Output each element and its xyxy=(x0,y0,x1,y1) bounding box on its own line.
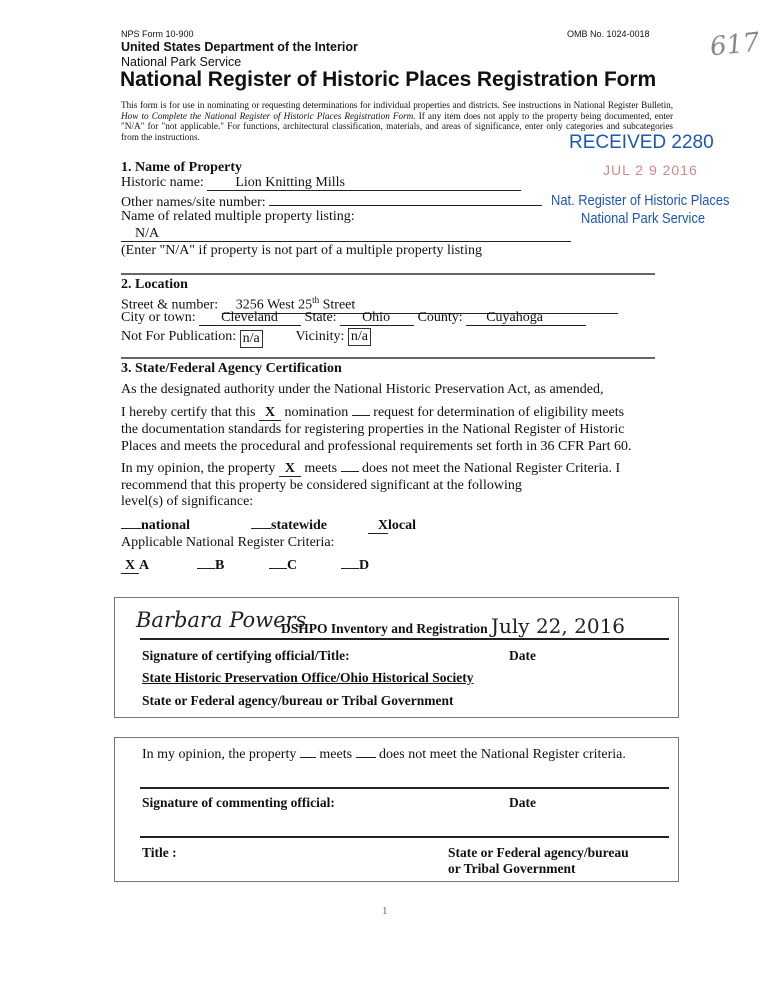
publication-row xyxy=(121,326,371,348)
commenting-opinion: In my opinion, the property meets does not meet the National Register criteria. xyxy=(142,747,626,762)
section1-note: (Enter "N/A" if property is not part of a multiple property listing xyxy=(121,243,482,258)
criteria-options xyxy=(121,558,369,574)
significance-levels xyxy=(121,518,416,534)
commenting-title-label: Title : xyxy=(142,845,177,860)
level-statewide[interactable]: statewide xyxy=(251,518,368,534)
related-listing-label: Name of related multiple property listing: xyxy=(121,209,355,224)
stamp-nps-line: National Park Service xyxy=(581,210,706,227)
commenting-signature-label: Signature of commenting official: xyxy=(142,795,335,810)
commenting-agency-label: State or Federal agency/bureau or Tribal Government xyxy=(448,845,629,876)
commenting-date-label: Date xyxy=(509,795,536,810)
city-row xyxy=(121,310,586,326)
street-field[interactable]: 3256 West 25th Street xyxy=(222,293,618,314)
instructions-paragraph: This form is for use in nominating or requesting determinations for individual properties and districts. See instructions in National Register Bulletin, How to Complete the National Register of Historic Places Registration Form. If any item does not apply to the property being documented, enter "N/A" for "not applicable." For functions, architectural classification, materials, and areas of significance, enter only categories and subcategories from the instructions. xyxy=(121,100,674,142)
form-number: NPS Form 10-900 xyxy=(121,29,194,39)
section2-heading: 2. Location xyxy=(121,277,188,292)
other-names-field[interactable] xyxy=(269,192,542,206)
authority-statement: As the designated authority under the National Historic Preservation Act, as amended, xyxy=(121,382,604,397)
criteria-d[interactable]: D xyxy=(341,558,369,573)
commenting-title-line[interactable] xyxy=(140,836,669,838)
level-national[interactable]: national xyxy=(121,518,251,534)
certifying-date-label: Date xyxy=(509,648,536,663)
not-for-publication-box[interactable]: n/a xyxy=(240,330,263,348)
received-stamp: RECEIVED 2280 xyxy=(569,132,714,153)
section3-heading: 3. State/Federal Agency Certification xyxy=(121,361,342,376)
certification-statement: I hereby certify that this X nomination request for determination of eligibility meets the documentation standards for registering properties in the National Register of Historic Places and meets the procedural and professional requirements set forth in 36 CFR Part 60. xyxy=(121,405,632,454)
signature-line xyxy=(140,638,669,640)
certifying-agency-label: State or Federal agency/bureau or Tribal Government xyxy=(142,693,454,708)
criteria-label: Applicable National Register Criteria: xyxy=(121,535,335,550)
certifying-title: DSHPO Inventory and Registration xyxy=(281,621,488,636)
commenting-meets-mark[interactable] xyxy=(300,757,316,758)
street-label: Street & number: xyxy=(121,297,219,313)
not-meet-mark[interactable] xyxy=(341,471,359,472)
section1-heading: 1. Name of Property xyxy=(121,160,243,175)
related-listing-field[interactable]: N/A xyxy=(121,227,571,242)
vicinity-box[interactable]: n/a xyxy=(348,328,371,346)
level-local[interactable]: Xlocal xyxy=(368,518,416,533)
criteria-b[interactable]: B xyxy=(197,558,269,574)
certifying-office: State Historic Preservation Office/Ohio Historical Society xyxy=(142,670,474,685)
request-mark[interactable] xyxy=(352,415,370,416)
other-names-label: Other names/site number: xyxy=(121,195,266,210)
county-field[interactable]: Cuyahoga xyxy=(466,311,586,326)
omb-number: OMB No. 1024-0018 xyxy=(567,29,650,39)
section-divider xyxy=(121,273,655,275)
department-name: United States Department of the Interior xyxy=(121,40,358,54)
agency-name: National Park Service xyxy=(121,55,242,69)
county-label: County: xyxy=(417,310,463,325)
certifying-date: July 22, 2016 xyxy=(491,614,626,638)
vicinity-label: Vicinity: xyxy=(295,329,345,345)
stamp-register-line: Nat. Register of Historic Places xyxy=(551,192,730,209)
city-field[interactable]: Cleveland xyxy=(199,311,301,326)
commenting-signature-line[interactable] xyxy=(140,787,669,789)
criteria-a[interactable]: X A xyxy=(121,558,197,574)
criteria-c[interactable]: C xyxy=(269,558,341,574)
received-date-stamp: JUL 2 9 2016 xyxy=(603,162,698,178)
not-for-publication-label: Not For Publication: xyxy=(121,329,237,345)
commenting-not-meet-mark[interactable] xyxy=(356,757,376,758)
meets-mark[interactable]: X xyxy=(279,462,301,477)
page-number: 1 xyxy=(382,905,388,917)
certifying-signature: Barbara Powers xyxy=(136,608,307,632)
section-divider xyxy=(121,357,655,359)
historic-name-field[interactable]: Lion Knitting Mills xyxy=(207,176,521,191)
nomination-mark[interactable]: X xyxy=(259,406,281,421)
certifying-signature-label: Signature of certifying official/Title: xyxy=(142,648,350,663)
city-label: City or town: xyxy=(121,310,196,325)
handwritten-number: 617 xyxy=(708,27,762,63)
related-listing-row xyxy=(121,226,571,242)
state-field[interactable]: Ohio xyxy=(340,311,414,326)
page-title: National Register of Historic Places Registration Form xyxy=(120,68,657,91)
opinion-statement: In my opinion, the property X meets does not meet the National Register Criteria. I recommend that this property be considered significant at the following level(s) of significance: xyxy=(121,461,621,509)
historic-name-label: Historic name: xyxy=(121,175,204,190)
historic-name-row xyxy=(121,175,521,191)
state-label: State: xyxy=(304,310,337,325)
